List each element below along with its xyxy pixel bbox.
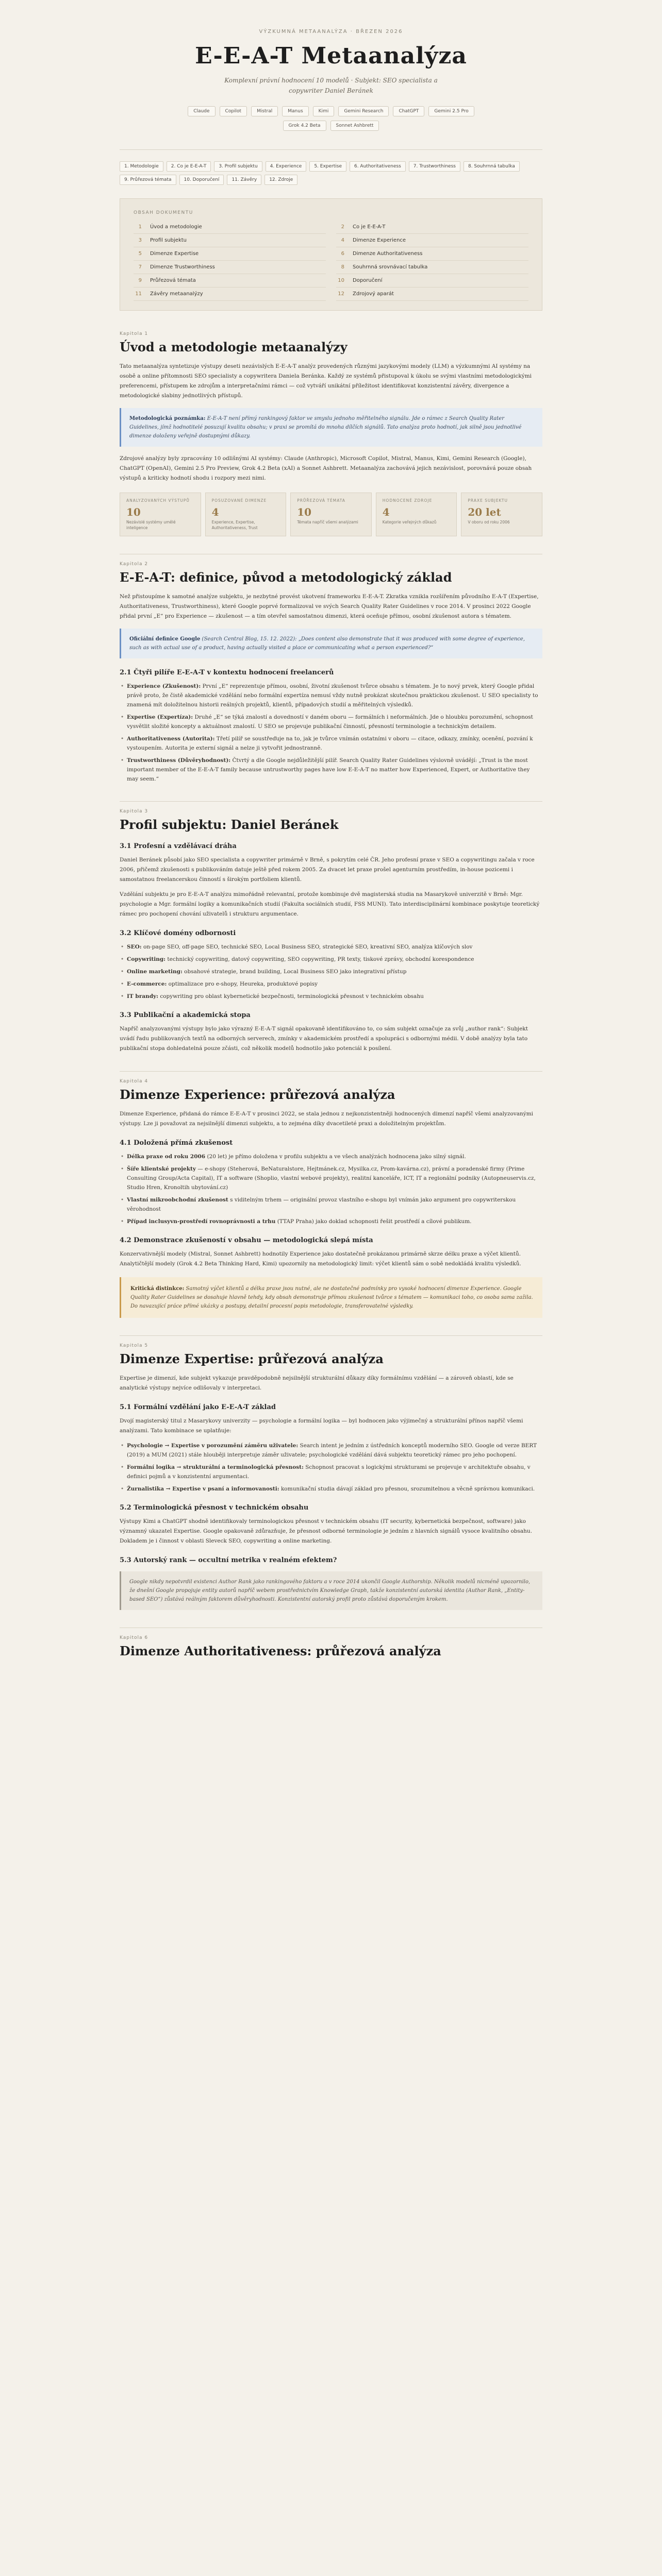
- section-title: Dimenze Authoritativeness: průřezová analýza: [120, 1643, 441, 1658]
- toc-number: 10: [338, 278, 344, 283]
- item-lead: Authoritativeness (Autorita):: [127, 736, 215, 742]
- toc-item[interactable]: [134, 247, 326, 261]
- section-label: Kapitola 5: [120, 1343, 148, 1348]
- author-rank-box: [120, 1571, 542, 1610]
- nav-link-temata[interactable]: 9. Průřezová témata: [120, 175, 176, 185]
- model-tag: Sonnet Ashbrett: [330, 121, 379, 131]
- model-tag: Gemini 2.5 Pro: [428, 106, 474, 116]
- toc-title: Dimenze Trustworthiness: [150, 264, 215, 270]
- list-item: [120, 1217, 542, 1226]
- paragraph: Než přistoupíme k samotné analýze subjektu, je nezbytné provést ukotvení frameworku E-E-A-T. Zkratka vznikla rozšířením původního E-A-T (Expertise, Authoritativeness, Trustworthiness), které Google poprvé formalizoval ve svých Search Quality Rater Guidelines v roce 2014. V prosinci 2022 Google přidal první „E“ pro Experience — zkušenost — a tím otevřel samostatnou dimenzi, která oceňuje přímou, osobní zkušenost autora s tématem.: [120, 594, 539, 619]
- toc-number: 9: [138, 278, 142, 283]
- item-body: on-page SEO, off-page SEO, technické SEO, Local Business SEO, strategické SEO, kreativní SEO, analýza klíčových slov: [141, 944, 473, 950]
- model-tags: [187, 106, 475, 131]
- item-body: Čtvrtý a dle Google nejdůležitější pilíř. Search Quality Rater Guidelines výslovně uvádějí: „Trust is the most important member of the E-E-A-T family because untrustworthy pages have low E-E-A-T no matter how Experienced, Expert, or Authoritative they may seem.“: [127, 757, 530, 782]
- content-column: [120, 0, 542, 1658]
- stat-card: [290, 493, 372, 536]
- quote-box: [120, 629, 542, 658]
- nav-link-zdroje[interactable]: 12. Zdroje: [264, 175, 297, 185]
- item-lead: Šíře klientské projekty: [127, 1166, 196, 1172]
- stat-card: [461, 493, 542, 536]
- toc-title: Úvod a metodologie: [150, 224, 202, 230]
- list-item: [120, 713, 542, 731]
- stat-value: 10: [126, 506, 141, 518]
- toc-number: 7: [138, 264, 142, 270]
- item-body: Druhé „E“ se týká znalostí a dovedností v daném oboru — formálních i neformálních. Jde o hloubku porozumění, schopnost vysvětlit složité koncepty a aktuálnost znalostí. U SEO se projevuje publikační činností, přesností terminologie a technickým detailem.: [127, 714, 533, 730]
- stat-note: Témata napříč všemi analýzami: [297, 520, 358, 524]
- item-lead: SEO:: [127, 944, 142, 950]
- subsection-title: 2.1 Čtyři pilíře E-E-A-T v kontextu hodnocení freelancerů: [120, 669, 334, 676]
- item-body: s viditelným trhem — originální provoz vlastního e-shopu byl vnímán jako argument pro copywriterskou věrohodnost: [127, 1197, 516, 1212]
- model-tag: Grok 4.2 Beta: [283, 121, 326, 131]
- section-label: Kapitola 2: [120, 562, 148, 567]
- section-label: Kapitola 6: [120, 1635, 148, 1640]
- nav-link-expertise[interactable]: 5. Expertise: [309, 161, 346, 172]
- item-lead: Experience (Zkušenost):: [127, 683, 201, 689]
- toc-title: Dimenze Authoritativeness: [353, 251, 423, 257]
- subsection-title: 3.2 Klíčové domény odbornosti: [120, 929, 236, 937]
- model-tag: Kimi: [313, 106, 335, 116]
- toc-title: Souhrnná srovnávací tabulka: [353, 264, 428, 270]
- table-of-contents: [120, 198, 542, 311]
- toc-number: 6: [341, 251, 344, 257]
- domain-list: [120, 942, 542, 1001]
- toc-title: Co je E-E-A-T: [353, 224, 386, 230]
- page-title: E-E-A-T Metaanalýza: [195, 43, 467, 69]
- item-body: copywriting pro oblast kybernetické bezpečnosti, terminologická přesnost v technickém obsahu: [158, 993, 424, 999]
- toc-title: Dimenze Experience: [353, 238, 406, 243]
- toc-number: 12: [338, 291, 344, 297]
- stat-label: ANALYZOVANÝCH VÝSTUPŮ: [126, 498, 190, 503]
- item-lead: Formální logika → strukturální a terminologická přesnost:: [127, 1464, 304, 1470]
- item-body: technický copywriting, datový copywriting, SEO copywriting, PR texty, tiskové zprávy, obchodní korespondence: [166, 956, 474, 962]
- stat-note: Kategorie veřejných důkazů: [382, 520, 437, 524]
- model-tag: Mistral: [251, 106, 278, 116]
- model-tag: Manus: [282, 106, 308, 116]
- nav-link-experience[interactable]: 4. Experience: [266, 161, 307, 172]
- item-body: komunikační studia dávají základ pro přesnou, srozumitelnou a věcně správnou komunikaci.: [279, 1486, 535, 1492]
- stat-value: 4: [211, 506, 219, 518]
- section-divider: [120, 1071, 542, 1072]
- stat-value: 10: [297, 506, 312, 518]
- item-body: — e-shopy (Steherová, BeNaturalstore, Hejtmánek.cz, Mysilka.cz, Prom-kavárna.cz), právní a poradenské firmy (Prime Consulting Group/Acta Capital), IT a software (Shoplio, vlastní webové projekty), realitní kanceláře, ICT, IT a regionální podniky (Autopneuservis.cz, Studio Hren, Kronoltih ubytování.cz): [127, 1166, 536, 1191]
- section-divider: [120, 1335, 542, 1336]
- toc-item[interactable]: [336, 274, 528, 287]
- paragraph: Daniel Beránek působí jako SEO specialista a copywriter primárně v Brně, s pokrytím celé ČR. Jeho profesní praxe v SEO a copywritingu začala v roce 2006, přičemž zkušenosti s publikováním datuje ještě před rokem 2005. Za dvacet let praxe prošel agenturním prostředím, in-house pozicemi i samostatnou freelancerskou činností s širokým portfoliem klientů.: [120, 857, 535, 883]
- list-item: [120, 967, 542, 976]
- section-experience: [120, 1079, 542, 1318]
- toc-number: 2: [341, 224, 344, 230]
- section-label: Kapitola 1: [120, 331, 148, 336]
- toc-item[interactable]: [134, 274, 326, 287]
- subsection-title: 5.2 Terminologická přesnost v technickém obsahu: [120, 1504, 309, 1512]
- list-item: [120, 1195, 542, 1214]
- toc-item[interactable]: [336, 221, 528, 234]
- subtitle-line-2: copywriter Daniel Beránek: [289, 87, 373, 94]
- item-lead: Vlastní mikroobchodní zkušenost: [127, 1197, 228, 1203]
- toc-item[interactable]: [336, 287, 528, 301]
- evidence-list: [120, 1152, 542, 1226]
- toc-item[interactable]: [134, 261, 326, 274]
- nav-link-profil[interactable]: 3. Profil subjektu: [214, 161, 262, 172]
- quote-text: [129, 635, 534, 652]
- list-item: [120, 942, 542, 952]
- toc-item[interactable]: [336, 234, 528, 247]
- header-divider: [120, 149, 542, 150]
- stat-card: [205, 493, 287, 536]
- list-item: [120, 682, 542, 709]
- section-authoritativeness: [120, 1635, 542, 1658]
- paragraph: Vzdělání subjektu je pro E-E-A-T analýzu mimořádně relevantní, protože kombinuje dvě magisterská studia na Masarykově univerzitě v Brně: Mgr. psychologie a Mgr. formální logiky a komunikačních studií (Fakulta sociálních studií, FSS MUNI). Tato interdisciplinární kombinace poskytuje teoretický rámec pro pochopení chování uživatelů i strukturu argumentace.: [120, 891, 540, 917]
- stat-label: PRAXE SUBJEKTU: [468, 498, 508, 503]
- critical-lead: Kritická distinkce:: [130, 1286, 185, 1292]
- toc-number: 5: [138, 251, 142, 257]
- subsection-title: 5.3 Autorský rank — occultní metrika v realném efektem?: [120, 1556, 337, 1564]
- note-box: [120, 408, 542, 447]
- item-lead: Online marketing:: [127, 969, 183, 975]
- subsection-title: 5.1 Formální vzdělání jako E-E-A-T základ: [120, 1403, 276, 1411]
- item-body: optimalizace pro e-shopy, Heureka, produktové popisy: [167, 981, 318, 987]
- stat-note: V oboru od roku 2006: [468, 520, 510, 524]
- item-body: Schopnost pracovat s logickými strukturami se projevuje v architektuře obsahu, v definici pojmů a v konzistentní argumentaci.: [127, 1464, 531, 1480]
- item-lead: Expertise (Expertíza):: [127, 714, 193, 720]
- toc-title: Doporučení: [353, 278, 383, 283]
- list-item: [120, 1484, 542, 1494]
- document-header: [120, 0, 542, 131]
- model-tag: Copilot: [220, 106, 247, 116]
- stat-label: POSUZOVANÉ DIMENZE: [211, 498, 267, 503]
- stat-note: Experience, Expertise, Authoritativeness, Trust: [211, 520, 258, 530]
- nav-link-authoritativeness[interactable]: 6. Authoritativeness: [350, 161, 406, 172]
- item-body: První „E“ reprezentuje přímou, osobní, životní zkušenost tvůrce obsahu s tématem. Je to nový prvek, který Google přidal právě proto, že čistě akademické vzdělání nebo formální expertíza nemusí vždy nutně prokázat skutečnou praktickou zkušenost. U SEO specialisty to znamená mít doložitelnou historii reálných projektů, klientů, případových studií a měřitelných výsledků.: [127, 683, 538, 708]
- toc-number: 1: [138, 224, 142, 230]
- paragraph: Zdrojové analýzy byly zpracovány 10 odlišnými AI systémy: Claude (Anthropic), Microsoft Copilot, Mistral, Manus, Kimi, Gemini Research (Google), ChatGPT (OpenAI), Gemini 2.5 Pro Preview, Grok 4.2 Beta (xAI) a Sonnet Ashbrett. Metaanalýza zachovává jejich nezávislost, porovnává pouze obsah výstupů a kriticky hodnotí shodu i rozpory mezi nimi.: [120, 455, 532, 481]
- toc-title: Profil subjektu: [150, 238, 187, 243]
- list-item: [120, 734, 542, 753]
- paragraph: Napříč analyzovanými výstupy bylo jako výrazný E-E-A-T signál opakovaně identifikováno to, co sám subjekt označuje za svůj „author rank“: Subjekt uvádí řadu publikovaných textů na odborných serverech, zmínky v akademickém prostředí a spolupráci s odbornými médii. V době analýzy byla tato publikační stopa dohledatelná pouze zčásti, což několik modelů hodnotilo jako potenciál k posílení.: [120, 1026, 528, 1052]
- toc-title: Dimenze Expertise: [150, 251, 199, 257]
- nav-link-eeat[interactable]: 2. Co je E-E-A-T: [167, 161, 211, 172]
- critical-box: [120, 1277, 542, 1318]
- section-label: Kapitola 3: [120, 809, 148, 814]
- note-body: E-E-A-T není přímý rankingový faktor ve smyslu jednoho měřitelného signálu. Jde o rámec z Search Quality Rater Guidelines, jímž hodnotitelé posuzují kvalitu obsahu; v praxi se promítá do mnoha dílčích signálů. Tato analýza proto hodnotí, jak silně jsou jednotlivé dimenze doloženy veřejně dostupnými důkazy.: [129, 416, 522, 439]
- nav-link-tabulka[interactable]: 8. Souhrnná tabulka: [464, 161, 520, 172]
- subtitle-line-1: Komplexní právní hodnocení 10 modelů · Subjekt: SEO specialista a: [224, 77, 438, 84]
- section-title: Dimenze Experience: průřezová analýza: [120, 1087, 395, 1102]
- page-subtitle: [120, 75, 542, 96]
- stat-card: [120, 493, 201, 536]
- item-lead: Psychologie → Expertise v porozumění záměru uživatele:: [127, 1443, 299, 1449]
- toc-number: 8: [341, 264, 344, 270]
- toc-label: OBSAH DOKUMENTU: [134, 210, 193, 215]
- header-kicker: VÝZKUMNÁ METAANALÝZA · BŘEZEN 2026: [259, 29, 403, 35]
- toc-number: 11: [135, 291, 142, 297]
- toc-item[interactable]: [336, 261, 528, 274]
- item-body: (20 let) je přímo doložena v profilu subjektu a ve všech analýzách hodnocena jako silný signál.: [205, 1154, 466, 1160]
- paragraph: Tato metaanalýza syntetizuje výstupy deseti nezávislých E-E-A-T analýz provedených různými jazykovými modely (LLM) a výzkumnými AI systémy na osobě a online přítomnosti SEO specialisty a copywritera Daniela Beránka. Každý ze systémů přistupoval k úkolu se svými vlastními metodologickými preferencemi, přístupem ke zdrojům a interpretačními rámci — což vytváří unikátní příležitost identifikovat konzistentní závěry, divergence a metodologické slabiny jednotlivých přístupů.: [120, 363, 532, 399]
- stat-note: Nezávislé systémy umělé inteligence: [126, 520, 176, 530]
- toc-item[interactable]: [336, 247, 528, 261]
- pillar-list: [120, 682, 542, 784]
- item-lead: Případ inclusyvn-prostředí rovnoprávnosti a trhu: [127, 1218, 276, 1225]
- section-eeat: [120, 562, 542, 784]
- section-divider: [120, 801, 542, 802]
- education-list: [120, 1441, 542, 1494]
- author-rank-text: Google nikdy nepotvrdil existenci Author Rank jako rankingového faktoru a v roce 2014 ukončil Google Authorship. Několik modelů nicméně upozornilo, že dnešní Google propojuje entity autorů napříč webem prostřednictvím Knowledge Graph, takže konzistentní autorská identita (Author Rank, „Entity-based SEO“) zůstává reálným faktorem důvěryhodnosti. Konzistentní autorský profil proto zůstává doporučeným krokem.: [129, 1579, 531, 1602]
- list-item: [120, 955, 542, 964]
- section-profil: [120, 809, 542, 1054]
- model-tag: Claude: [188, 106, 215, 116]
- quote-lead: Oficiální definice Google: [129, 636, 201, 642]
- stat-label: PRŮŘEZOVÁ TÉMATA: [297, 498, 345, 503]
- item-lead: Žurnalistika → Expertise v psaní a informovanosti:: [127, 1486, 279, 1492]
- item-lead: IT brandy:: [127, 993, 159, 999]
- toc-item[interactable]: [134, 221, 326, 234]
- paragraph: Konzervativnější modely (Mistral, Sonnet Ashbrett) hodnotily Experience jako dostatečně prokázanou primárně skrze délku praxe a výčet klientů. Analytičtější modely (Grok 4.2 Beta Thinking Hard, Kimi) upozornily na metodologický limit: výčet klientů sám o sobě nedokládá kvalitu výsledků.: [120, 1251, 521, 1267]
- item-body: (TTAP Praha) jako doklad schopnosti řešit prostředí a cílové publikum.: [275, 1218, 472, 1225]
- section-title: E-E-A-T: definice, původ a metodologický základ: [120, 570, 452, 585]
- stats-grid: [120, 493, 542, 536]
- subsection-title: 3.1 Profesní a vzdělávací dráha: [120, 842, 237, 850]
- toc-title: Průřezová témata: [150, 278, 196, 283]
- list-item: [120, 756, 542, 784]
- paragraph: Výstupy Kimi a ChatGPT shodně identifikovaly terminologickou přesnost v technickém obsahu (IT security, kybernetická bezpečnost, software) jako významný ukazatel Expertise. Google opakovaně zdůrazňuje, že přesnost odborné terminologie je jedním z hlavních signálů vysoce kvalitního obsahu. Dokladem je i činnost v oblasti Sleveck SEO, copywriting a online marketing.: [120, 1518, 533, 1544]
- section-label: Kapitola 4: [120, 1079, 148, 1084]
- stat-label: HODNOCENÉ ZDROJE: [382, 498, 433, 503]
- note-lead: Metodologická poznámka:: [129, 416, 206, 421]
- toc-number: 4: [341, 238, 344, 243]
- item-lead: E-commerce:: [127, 981, 167, 987]
- list-item: [120, 1463, 542, 1481]
- section-metodologie: [120, 331, 542, 536]
- critical-body: Samotný výčet klientů a délka praxe jsou nutné, ale ne dostatečné podmínky pro vysoké hodnocení dimenze Experience. Google Quality Rater Guidelines se dosahuje hlavně tehdy, kdy obsah demonstruje přímou zkušenost tvůrce s tématem — komunikaci toho, co osoba sama zažila. Do navazující práce přímé ukázky a postupy, detailní procesní popis metodologie, transferovatelné výsledky.: [130, 1286, 533, 1309]
- list-item: [120, 1164, 542, 1192]
- paragraph: Expertise je dimenzí, kde subjekt vykazuje pravděpodobně nejsilnější strukturální důkazy díky formálnímu vzdělání — a zároveň oblastí, kde se analytické výstupy nejvíce odlišovaly v interpretaci.: [120, 1375, 514, 1391]
- toc-title: Závěry metaanalýzy: [150, 291, 203, 297]
- section-expertise: [120, 1343, 542, 1610]
- paragraph: Dvojí magisterský titul z Masarykovy univerzity — psychologie a formální logika — byl hodnocen jako výjimečný a strukturální přínos napříč všemi analýzami. Tato kombinace se uplatňuje:: [120, 1418, 523, 1434]
- critical-text: [130, 1284, 533, 1311]
- model-tag: ChatGPT: [393, 106, 424, 116]
- list-item: [120, 979, 542, 989]
- stat-card: [376, 493, 457, 536]
- subsection-title: 4.1 Doložená přímá zkušenost: [120, 1139, 233, 1147]
- list-item: [120, 1152, 542, 1161]
- item-body: Třetí pilíř se soustřeďuje na to, jak je tvůrce vnímán ostatními v oboru — citace, odkazy, zmínky, ocenění, pozvání k vystoupením. Autorita je externí signál a nelze ji vytvořit jednostranně.: [127, 736, 533, 751]
- stat-value: 20 let: [468, 506, 501, 518]
- section-title: Profil subjektu: Daniel Beránek: [120, 817, 339, 832]
- toc-item[interactable]: [134, 287, 326, 301]
- model-tag: Gemini Research: [338, 106, 389, 116]
- subsection-title: 4.2 Demonstrace zkušeností v obsahu — metodologická slepá místa: [120, 1236, 373, 1244]
- nav-link-trustworthiness[interactable]: 7. Trustworthiness: [409, 161, 460, 172]
- quote-body: (Search Central Blog, 15. 12. 2022): „Does content also demonstrate that it was produced with some degree of experience, such as with actual use of a product, having actually visited a place or communicating what a person experienced?“: [129, 636, 525, 651]
- section-title: Úvod a metodologie metaanalýzy: [120, 340, 347, 354]
- toc-item[interactable]: [134, 234, 326, 247]
- item-body: obsahové strategie, brand building, Local Business SEO jako integrativní přístup: [182, 969, 407, 975]
- chapter-nav: [120, 161, 542, 185]
- item-lead: Trustworthiness (Důvěryhodnost):: [127, 757, 231, 764]
- item-body: Search intent je jedním z ústředních konceptů moderního SEO. Google od verze BERT (2019) a MUM (2021) stále hlouběji interpretuje záměr uživatele; psychologické vzdělání dává subjektu teoretický rámec pro jeho pochopení.: [127, 1443, 537, 1458]
- item-lead: Délka praxe od roku 2006: [127, 1154, 206, 1160]
- stat-value: 4: [382, 506, 390, 518]
- section-title: Dimenze Expertise: průřezová analýza: [120, 1351, 384, 1366]
- nav-link-doporuceni[interactable]: 10. Doporučení: [179, 175, 224, 185]
- list-item: [120, 1441, 542, 1460]
- nav-link-zavery[interactable]: 11. Závěry: [227, 175, 261, 185]
- nav-link-metodologie[interactable]: 1. Metodologie: [120, 161, 163, 172]
- toc-grid: [134, 221, 528, 301]
- item-lead: Copywriting:: [127, 956, 166, 962]
- toc-number: 3: [138, 238, 142, 243]
- paragraph: Dimenze Experience, přidaná do rámce E-E-A-T v prosinci 2022, se stala jednou z nejkonzistentněji hodnocených dimenzí napříč všemi analyzovanými výstupy. Lze ji považovat za nejsilnější dimenzi subjektu, a to zejména díky dvacetileté praxi a doložitelným projektům.: [120, 1111, 534, 1127]
- list-item: [120, 992, 542, 1001]
- note-text: [129, 414, 534, 440]
- subsection-title: 3.3 Publikační a akademická stopa: [120, 1011, 251, 1019]
- toc-title: Zdrojový aparát: [353, 291, 394, 297]
